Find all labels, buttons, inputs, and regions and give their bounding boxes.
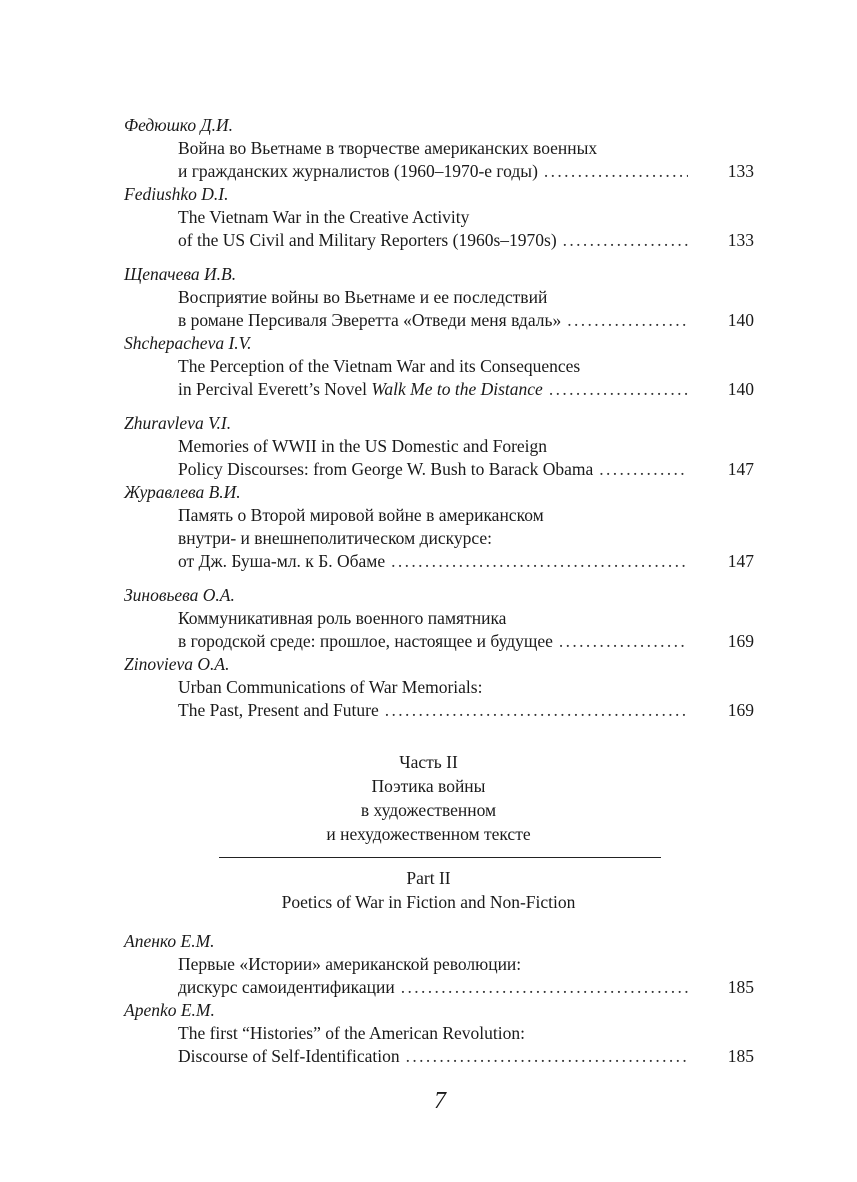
part-title-ru-line: и нехудожественном тексте [326, 824, 531, 844]
part-title-ru-line: в художественном [360, 800, 497, 820]
toc-author: Журавлева В.И. [124, 482, 241, 502]
toc-page-number: 140 [727, 379, 754, 399]
toc-author: Щепачева И.В. [124, 264, 237, 284]
toc-title-line: The Perception of the Vietnam War and its Consequences [178, 356, 581, 376]
toc-title-line: The first “Histories” of the American Revolution: [178, 1023, 525, 1043]
toc-title-italic: Walk Me to the Distance [371, 379, 543, 399]
toc-entry-last-line [124, 1045, 754, 1068]
toc-entry-last-line [124, 630, 754, 653]
toc-title-line: Memories of WWII in the US Domestic and Foreign [178, 436, 548, 456]
toc-title-line: от Дж. Буша-мл. к Б. Обаме [178, 551, 386, 571]
dot-leader [544, 160, 688, 183]
toc-entry-last-line [124, 229, 754, 252]
toc-page-number: 169 [727, 700, 754, 720]
toc-entry-last-line [124, 309, 754, 332]
dot-leader [385, 699, 688, 722]
toc-title-line: Urban Communications of War Memorials: [178, 677, 483, 697]
toc-author: Апенко Е.М. [124, 931, 215, 951]
toc-title-line: Коммуникативная роль военного памятника [178, 608, 507, 628]
dot-leader [563, 229, 688, 252]
part-label-en: Part II [406, 868, 451, 888]
toc-title-text: in Percival Everett’s Novel [178, 379, 368, 399]
part-label-ru: Часть II [399, 752, 458, 772]
toc-title-line: внутри- и внешнеполитическом дискурсе: [178, 528, 492, 548]
toc-title-line: Policy Discourses: from George W. Bush to Barack Obama [178, 459, 594, 479]
toc-page-number: 147 [727, 459, 754, 479]
toc-page-number: 147 [727, 551, 754, 571]
toc-entry-last-line [124, 458, 754, 481]
part-title-en: Poetics of War in Fiction and Non-Fiction [281, 892, 576, 912]
toc-entry-last-line [124, 160, 754, 183]
dot-leader [391, 550, 688, 573]
toc-page-number: 185 [727, 977, 754, 997]
dot-leader [406, 1045, 688, 1068]
toc-author: Зиновьева О.А. [124, 585, 235, 605]
toc-title-line: The Vietnam War in the Creative Activity [178, 207, 470, 227]
toc-title-line: Восприятие войны во Вьетнаме и ее последствий [178, 287, 548, 307]
toc-author: Fediushko D.I. [124, 184, 229, 204]
dot-leader [567, 309, 688, 332]
toc-entry-last-line [124, 976, 754, 999]
toc-page-number: 133 [727, 230, 754, 250]
toc-title-line: и гражданских журналистов (1960–1970-е годы) [178, 161, 538, 181]
dot-leader [401, 976, 688, 999]
toc-title-line: Discourse of Self-Identification [178, 1046, 400, 1066]
toc-page-number: 133 [727, 161, 754, 181]
toc-title-line: дискурс самоидентификации [178, 977, 395, 997]
toc-entry-last-line [124, 550, 754, 573]
toc-group-3 [124, 412, 754, 573]
toc-author: Shchepacheva I.V. [124, 333, 252, 353]
toc-author: Zhuravleva V.I. [124, 413, 232, 433]
toc-page-number: 140 [727, 310, 754, 330]
toc-author: Федюшко Д.И. [124, 115, 233, 135]
toc-title-line: of the US Civil and Military Reporters (1960s–1970s) [178, 230, 557, 250]
page-number: 7 [434, 1088, 446, 1114]
toc-title-line: Война во Вьетнаме в творчестве американских военных [178, 138, 598, 158]
dot-leader [549, 378, 688, 401]
toc-title-line: в романе Персиваля Эверетта «Отведи меня вдаль» [178, 310, 562, 330]
divider-rule [219, 857, 661, 858]
toc-group-5 [124, 930, 754, 1068]
dot-leader [559, 630, 688, 653]
toc-title-line: в городской среде: прошлое, настоящее и будущее [178, 631, 553, 651]
toc-title-line: Первые «Истории» американской революции: [178, 954, 522, 974]
toc-entry-last-line [124, 699, 754, 722]
dot-leader [599, 458, 688, 481]
toc-author: Zinovieva O.A. [124, 654, 230, 674]
toc-title-line: The Past, Present and Future [178, 700, 379, 720]
toc-title-line: Память о Второй мировой войне в американском [178, 505, 544, 525]
toc-group-1 [124, 114, 754, 252]
part-title-ru-line: Поэтика войны [371, 776, 486, 796]
toc-author: Apenko E.M. [124, 1000, 215, 1020]
toc-group-4 [124, 584, 754, 722]
toc-group-2 [124, 263, 754, 401]
toc-title-line [178, 378, 543, 401]
toc-page-number: 169 [727, 631, 754, 651]
toc-page-number: 185 [727, 1046, 754, 1066]
toc-entry-last-line [124, 378, 754, 401]
